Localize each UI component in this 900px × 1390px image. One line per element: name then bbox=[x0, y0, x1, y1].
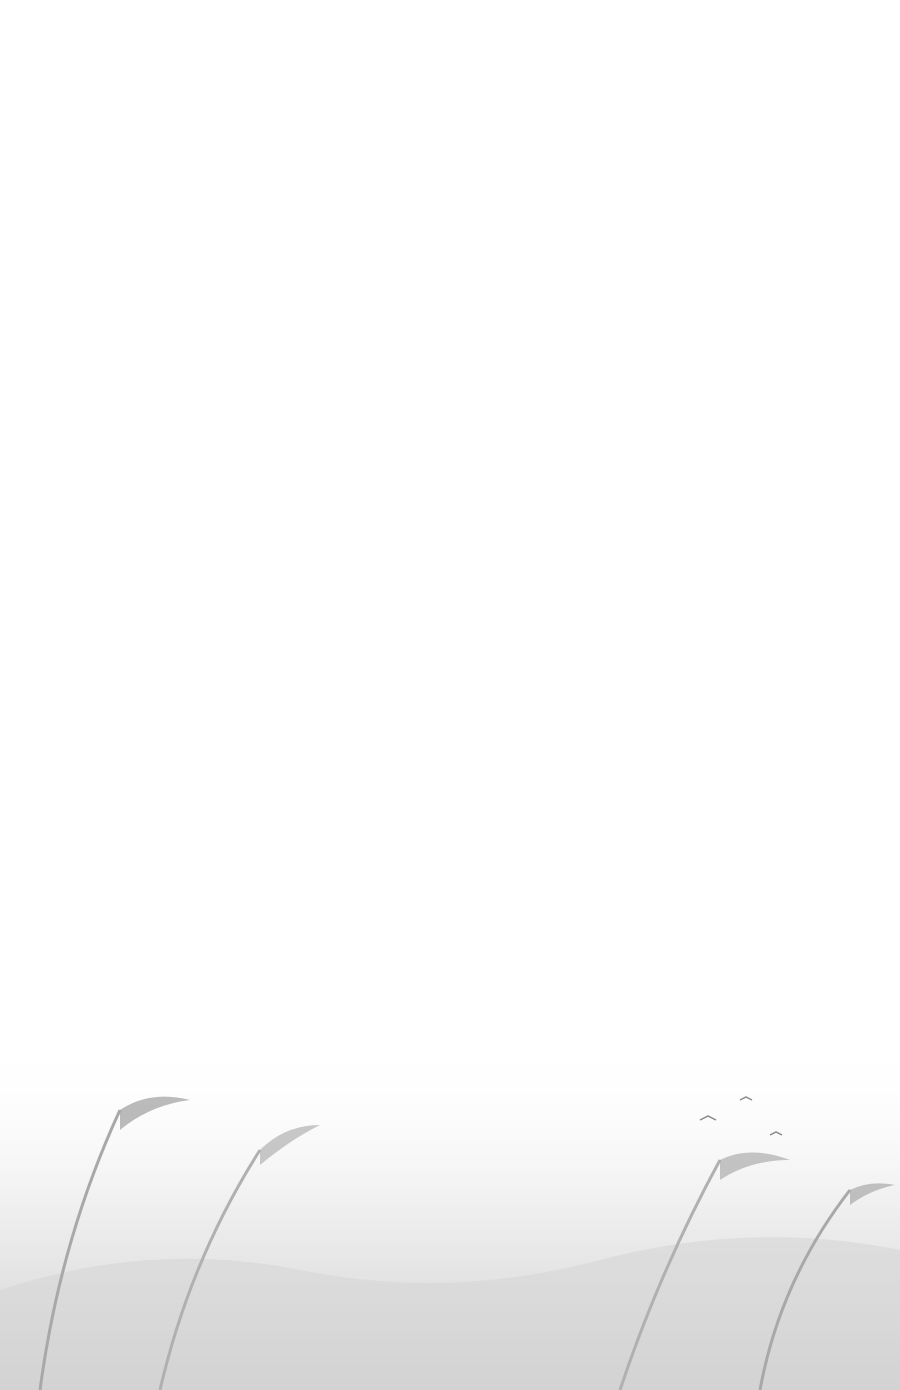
answer-content bbox=[66, 146, 836, 159]
site-logo bbox=[744, 1300, 894, 1385]
